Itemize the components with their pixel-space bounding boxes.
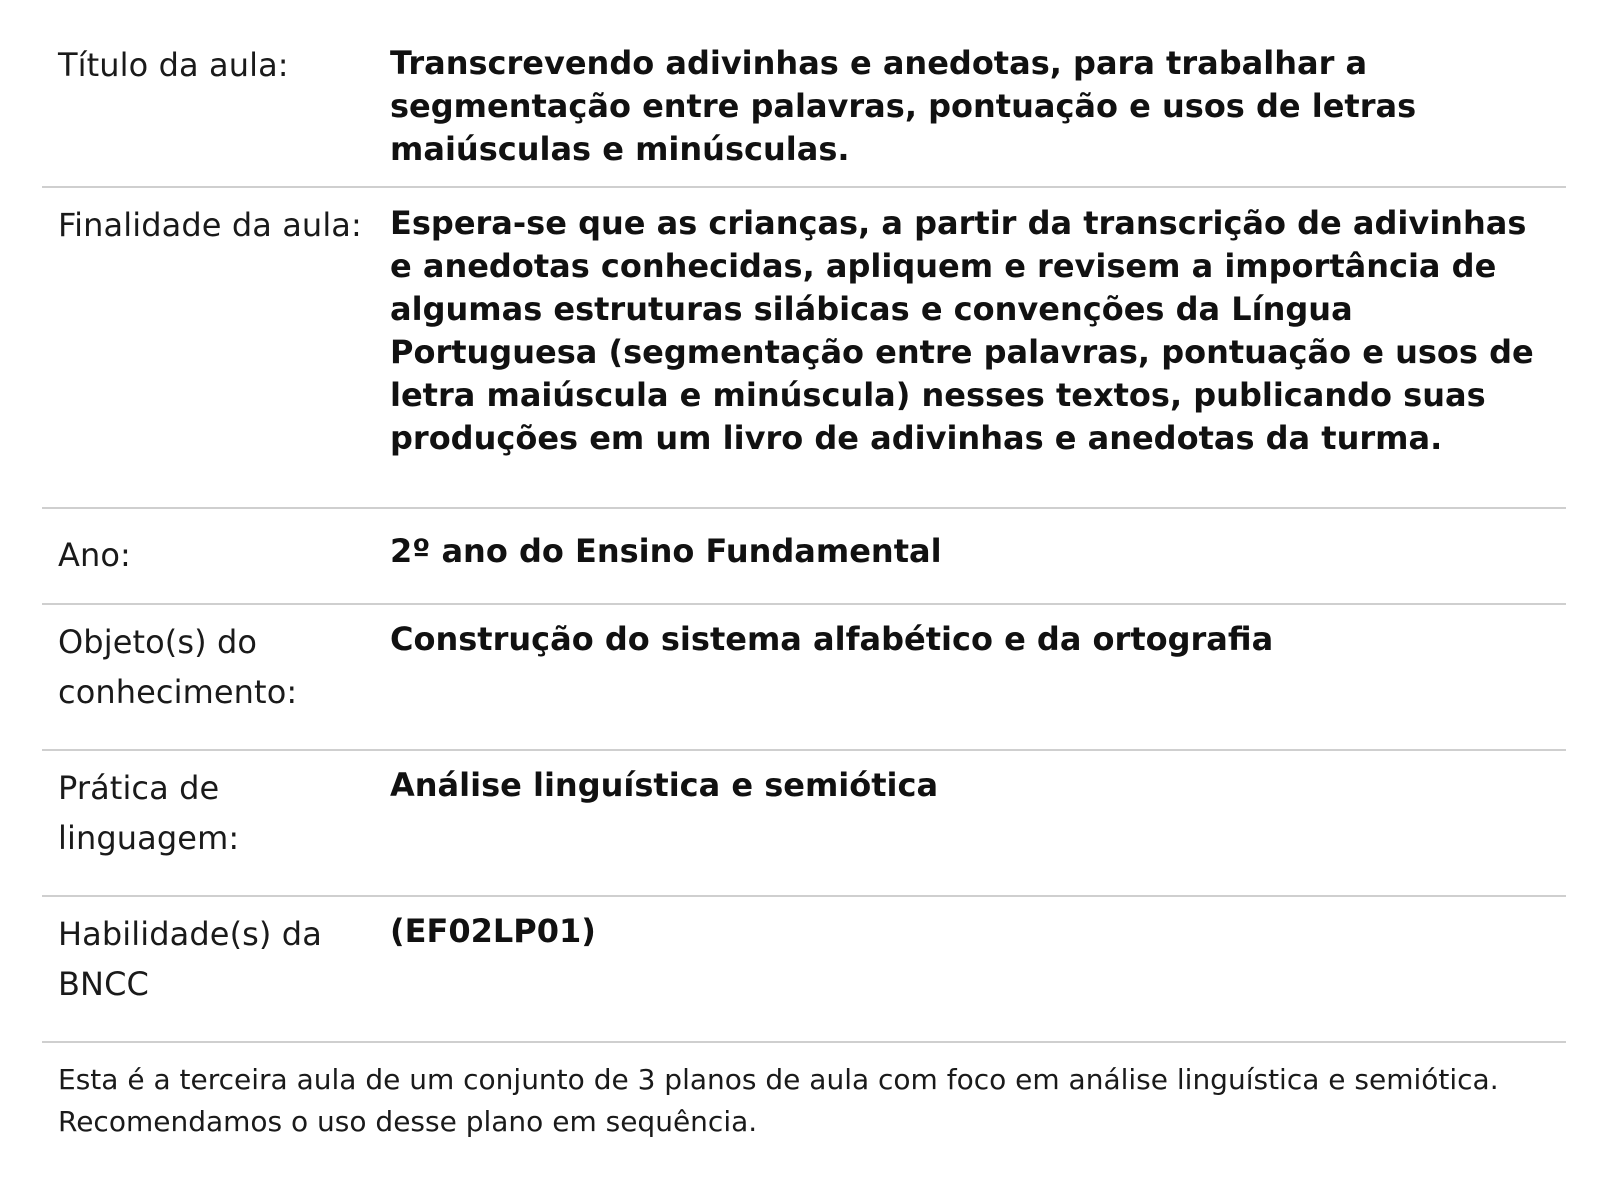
row-habilidades-bncc xyxy=(42,897,1566,1043)
lesson-plan-table xyxy=(42,28,1566,1143)
row-pratica-linguagem xyxy=(42,751,1566,897)
value-habilidades-bncc: (EF02LP01) xyxy=(390,912,596,950)
row-objeto-conhecimento xyxy=(42,605,1566,751)
value-ano: 2º ano do Ensino Fundamental xyxy=(390,532,942,570)
sequence-note: Esta é a terceira aula de um conjunto de 3 planos de aula com foco em análise linguística e semiótica. Recomendamos o uso desse plano em sequência. xyxy=(58,1063,1499,1138)
label-ano: Ano: xyxy=(58,536,131,574)
label-finalidade: Finalidade da aula: xyxy=(58,206,362,244)
value-titulo: Transcrevendo adivinhas e anedotas, para trabalhar a segmentação entre palavras, pontuação e usos de letras maiúsculas e minúsculas. xyxy=(390,44,1417,168)
label-pratica-linguagem: Prática de linguagem: xyxy=(58,769,240,857)
label-objeto-conhecimento: Objeto(s) do conhecimento: xyxy=(58,623,298,711)
row-finalidade xyxy=(42,188,1566,509)
row-ano xyxy=(42,509,1566,605)
label-habilidades-bncc: Habilidade(s) da BNCC xyxy=(58,915,322,1003)
label-titulo: Título da aula: xyxy=(58,46,289,84)
row-titulo xyxy=(42,28,1566,188)
value-finalidade: Espera-se que as crianças, a partir da transcrição de adivinhas e anedotas conhecidas, apliquem e revisem a importância de algumas estruturas silábicas e convenções da Língua Portuguesa (segmentação entre palavras, pontuação e usos de letra maiúscula e minúscula) nesses textos, publicando suas produções em um livro de adivinhas e anedotas da turma. xyxy=(390,204,1534,457)
value-pratica-linguagem: Análise linguística e semiótica xyxy=(390,766,939,804)
value-objeto-conhecimento: Construção do sistema alfabético e da ortografia xyxy=(390,620,1274,658)
